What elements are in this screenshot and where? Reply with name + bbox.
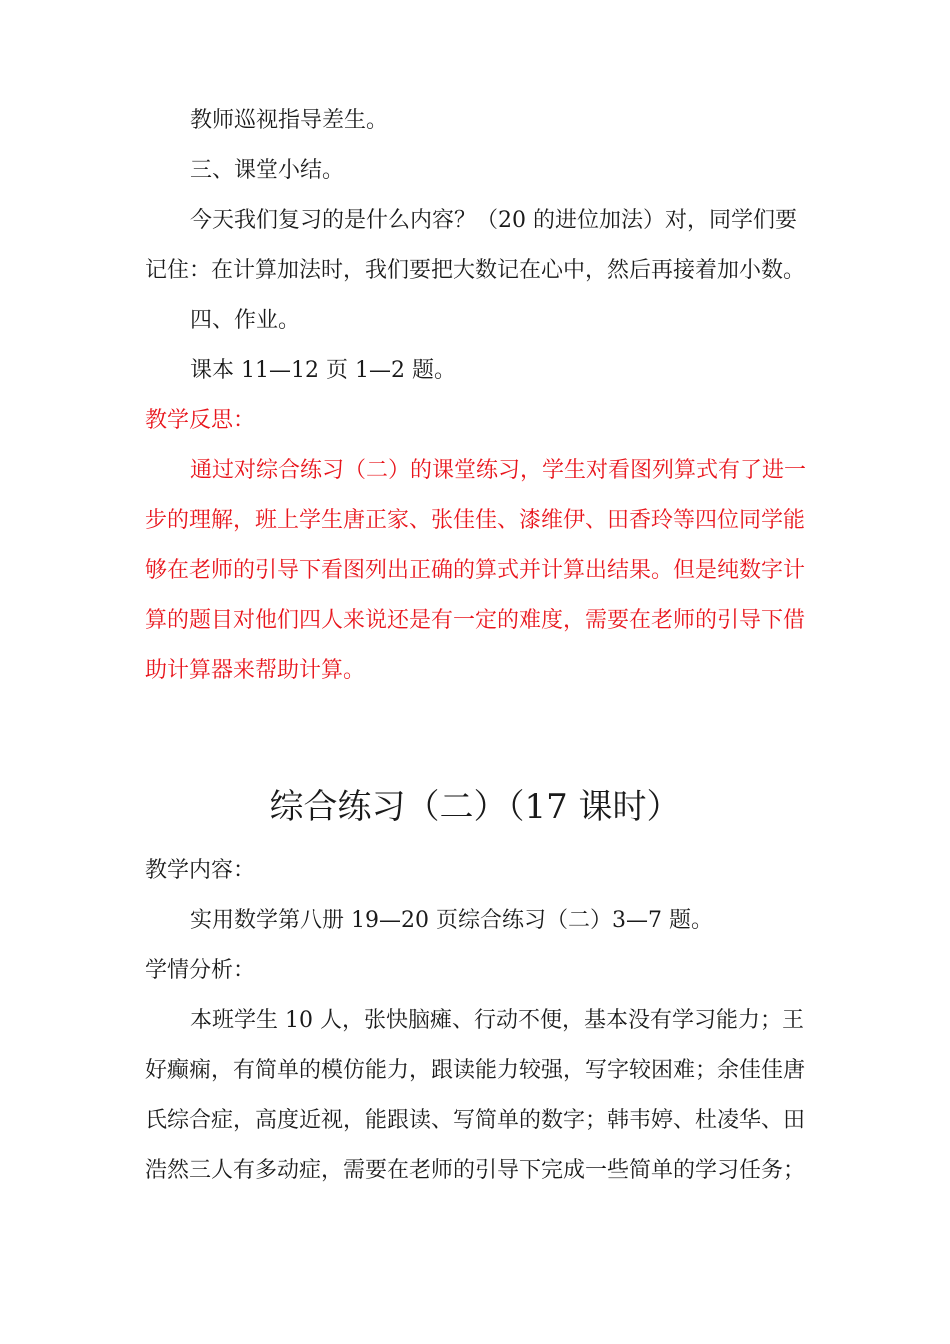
reflection-heading: 教学反思： <box>145 408 256 433</box>
content-heading: 教学内容： <box>145 858 256 883</box>
text-line: 记住：在计算加法时，我们要把大数记在心中，然后再接着加小数。 <box>145 258 806 283</box>
analysis-line: 好癫痫，有简单的模仿能力，跟读能力较强，写字较困难；余佳佳唐 <box>145 1058 806 1083</box>
text-line: 今天我们复习的是什么内容？（20 的进位加法）对，同学们要 <box>190 208 797 233</box>
analysis-line: 氏综合症，高度近视，能跟读、写简单的数字；韩韦婷、杜凌华、田 <box>145 1108 806 1133</box>
reflection-line: 够在老师的引导下看图列出正确的算式并计算出结果。但是纯数字计 <box>145 558 806 583</box>
analysis-line: 浩然三人有多动症，需要在老师的引导下完成一些简单的学习任务； <box>145 1158 806 1183</box>
reflection-line: 助计算器来帮助计算。 <box>145 658 366 683</box>
analysis-heading: 学情分析： <box>145 958 256 983</box>
section-heading: 四、作业。 <box>190 308 301 333</box>
section-heading: 三、课堂小结。 <box>190 158 345 183</box>
reflection-line: 通过对综合练习（二）的课堂练习，学生对看图列算式有了进一 <box>190 458 807 483</box>
content-text: 实用数学第八册 19—20 页综合练习（二）3—7 题。 <box>190 908 713 933</box>
analysis-line: 本班学生 10 人，张快脑瘫、行动不便，基本没有学习能力；王 <box>190 1008 804 1033</box>
reflection-line: 算的题目对他们四人来说还是有一定的难度，需要在老师的引导下借 <box>145 608 806 633</box>
text-line: 教师巡视指导差生。 <box>190 108 389 133</box>
text-line: 课本 11—12 页 1—2 题。 <box>190 358 456 383</box>
reflection-line: 步的理解，班上学生唐正家、张佳佳、漆维伊、田香玲等四位同学能 <box>145 508 806 533</box>
lesson-title: 综合练习（二）（17 课时） <box>269 787 681 827</box>
